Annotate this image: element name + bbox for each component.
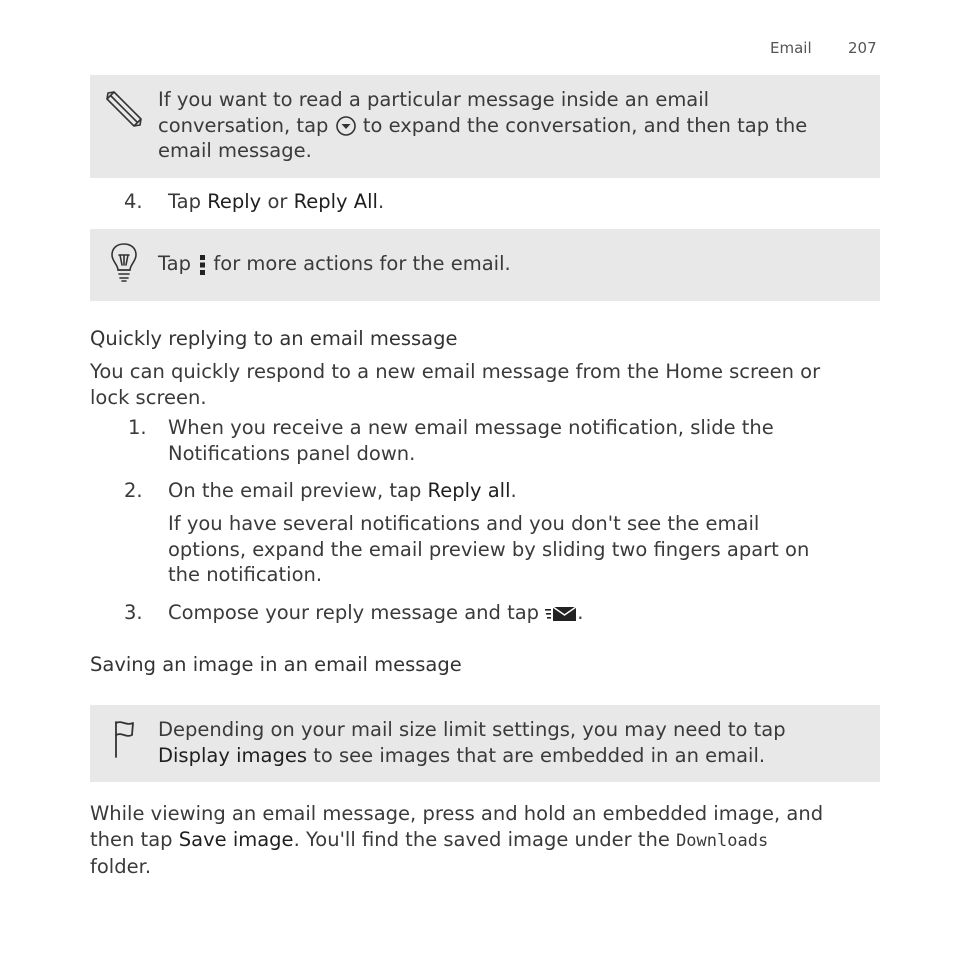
- downloads-folder-name: Downloads: [676, 830, 769, 851]
- reply-all-label: Reply all: [427, 479, 511, 502]
- lightbulb-icon: [110, 243, 138, 283]
- note-box: [90, 705, 880, 782]
- step-number: 3.: [124, 601, 143, 624]
- note-line: conversation, tap to expand the conversation, and then tap the: [158, 113, 808, 137]
- page-number: 207: [848, 39, 877, 57]
- note-box: [90, 75, 880, 178]
- step-text: Tap Reply or Reply All.: [168, 190, 385, 213]
- note-line: email message.: [158, 139, 312, 162]
- reply-all-label: Reply All: [293, 190, 378, 213]
- note-text: [158, 87, 860, 164]
- note-text: Depending on your mail size limit settings, you may need to tap Display images to see images that are embedded in an email.: [158, 718, 786, 767]
- pencil-icon: [104, 89, 144, 129]
- step-text: When you receive a new email message notification, slide the Notifications panel down.: [168, 416, 774, 465]
- step-text: On the email preview, tap Reply all.: [168, 479, 517, 502]
- step-number: 4.: [124, 190, 143, 213]
- step-number: 2.: [124, 479, 143, 502]
- reply-label: Reply: [207, 190, 262, 213]
- section-intro: You can quickly respond to a new email message from the Home screen or lock screen.: [90, 360, 821, 409]
- step-text: Compose your reply message and tap .: [168, 601, 584, 624]
- note-line: If you want to read a particular message inside an email: [158, 88, 710, 111]
- section-heading: Quickly replying to an email message: [90, 327, 458, 350]
- save-image-paragraph: While viewing an email message, press and hold an embedded image, and then tap Save image. You'll find the saved image under the Downloads folder.: [90, 802, 824, 878]
- flag-icon: [112, 719, 138, 759]
- section-heading: Saving an image in an email message: [90, 653, 462, 676]
- more-vertical-icon: [197, 252, 207, 275]
- display-images-label: Display images: [158, 743, 307, 767]
- step-number: 1.: [128, 416, 147, 439]
- send-mail-icon: [545, 601, 577, 624]
- expand-circle-icon: [335, 114, 357, 137]
- running-header-section: Email: [770, 39, 812, 57]
- tip-text: Tap for more actions for the email.: [158, 252, 511, 275]
- tip-box: [90, 229, 880, 301]
- save-image-label: Save image: [178, 827, 294, 851]
- step-subtext: If you have several notifications and you don't see the email options, expand the email preview by sliding two fingers apart on the notification.: [168, 512, 810, 586]
